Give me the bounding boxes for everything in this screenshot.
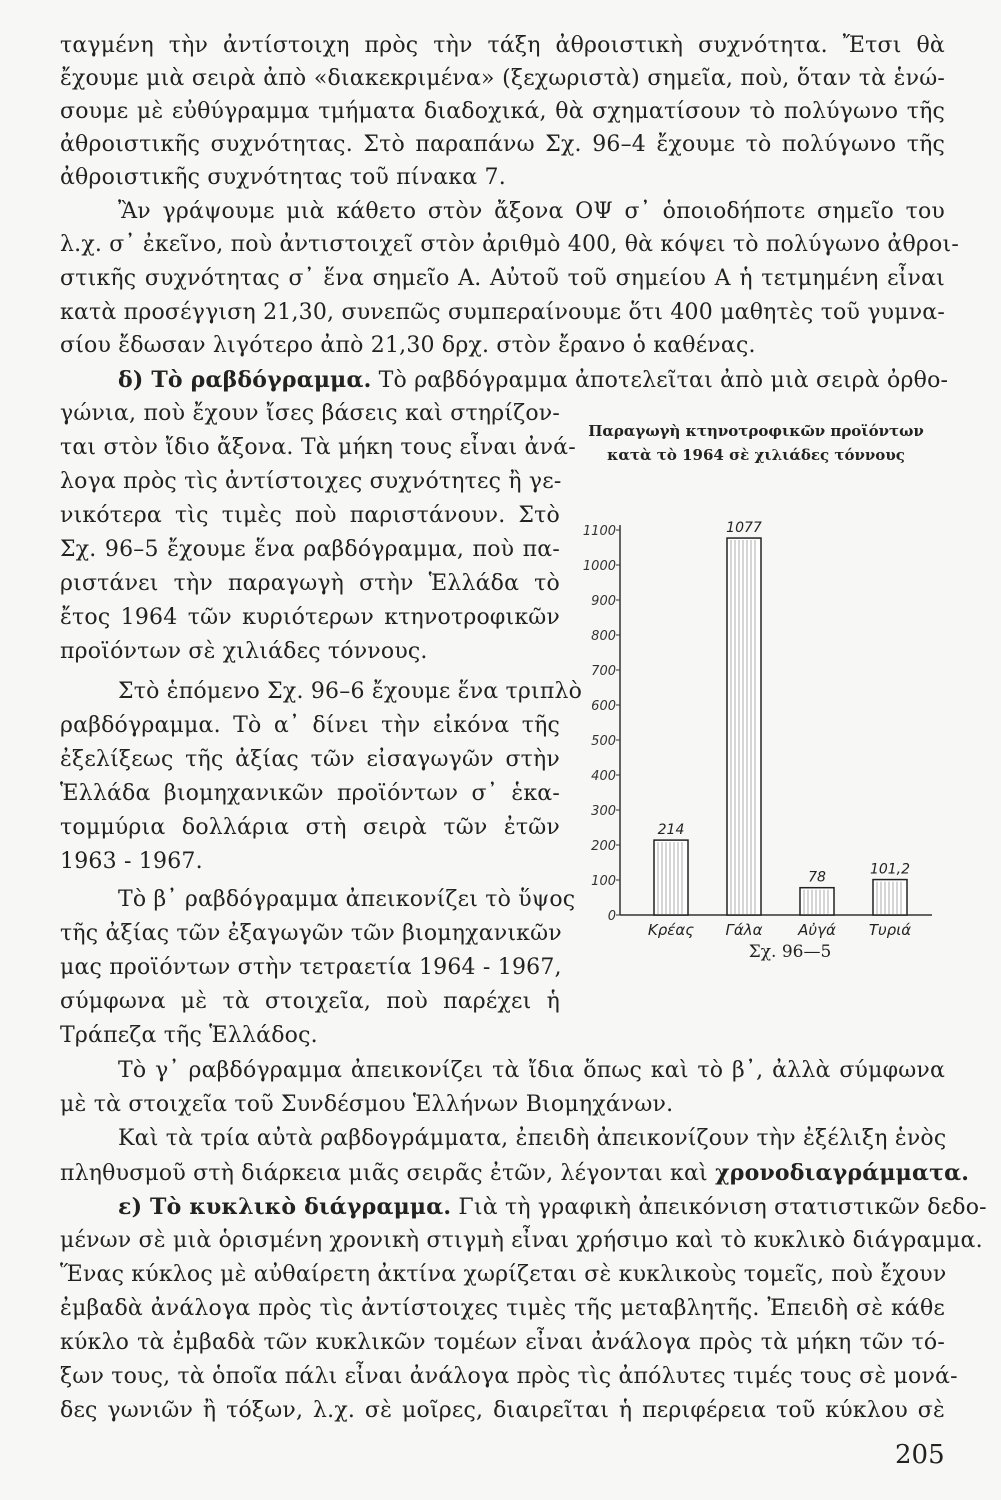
y-tick-label: 700 (591, 664, 616, 679)
y-tick-label: 100 (591, 874, 616, 889)
section-d-text: Τὸ ραβδόγραμμα ἀποτελεῖται ἀπὸ μιὰ σειρὰ ὀρθο- (378, 368, 949, 393)
bar (873, 880, 907, 915)
text-line: ταγμένη τὴν ἀντίστοιχη πρὸς τὴν τάξη ἀθροιστικὴ συχνότητα. Ἔτσι θὰ (60, 33, 945, 58)
text-line: Τὸ γ᾽ ραβδόγραμμα ἀπεικονίζει τὰ ἴδια ὅπως καὶ τὸ β᾽, ἀλλὰ σύμφωνα (118, 1058, 945, 1083)
text-line: τῆς ἀξίας τῶν ἐξαγωγῶν τῶν βιομηχανικῶν (60, 921, 562, 946)
text-line: τομμύρια δολλάρια στὴ σειρὰ τῶν ἐτῶν (60, 815, 560, 840)
figure-caption-line2: κατὰ τὸ 1964 σὲ χιλιάδες τόννους (607, 446, 905, 464)
text-line: ξων τους, τὰ ὁποῖα πάλι εἶναι ἀνάλογα πρὸς τὶς ἀπόλυτες τιμές τους σὲ μονά- (60, 1364, 958, 1389)
text-line: κύκλο τὰ ἐμβαδὰ τῶν κυκλικῶν τομέων εἶναι ἀνάλογα πρὸς τὰ μήκη τῶν τό- (60, 1330, 945, 1355)
text-line: Τὸ β᾽ ραβδόγραμμα ἀπεικονίζει τὸ ὕψος (118, 887, 576, 912)
text-line: μένων σὲ μιὰ ὁρισμένη χρονικὴ στιγμὴ εἶναι χρήσιμο καὶ τὸ κυκλικὸ διάγραμμα. (60, 1228, 983, 1253)
text-line: σουμε μὲ εὐθύγραμμα τμήματα διαδοχικά, θὰ σχηματίσουν τὸ πολύγωνο τῆς (60, 99, 945, 124)
section-e-heading: ε) Τὸ κυκλικὸ διάγραμμα. (118, 1194, 452, 1220)
category-label: Αὐγά (798, 921, 836, 939)
bar-value-label: 78 (808, 869, 826, 886)
text-line: δες γωνιῶν ἢ τόξων, λ.χ. σὲ μοῖρες, διαιρεῖται ἡ περιφέρεια τοῦ κύκλου σὲ (60, 1398, 945, 1423)
text-line: Ἑλλάδα βιομηχανικῶν προϊόντων σ᾽ ἑκα- (60, 781, 560, 806)
text-line: ἔχουμε μιὰ σειρὰ ἀπὸ «διακεκριμένα» (ξεχωριστὰ) σημεῖα, ποὺ, ὅταν τὰ ἑνώ- (60, 66, 945, 91)
y-tick-label: 0 (607, 909, 616, 924)
section-d-heading: δ) Τὸ ραβδόγραμμα. (118, 367, 372, 393)
section-e-text: Γιὰ τὴ γραφικὴ ἀπεικόνιση στατιστικῶν δεδο- (458, 1195, 987, 1220)
section-e-line (118, 1191, 987, 1224)
text-line: ριστάνει τὴν παραγωγὴ στὴν Ἑλλάδα τὸ (60, 571, 560, 596)
bar-value-label: 1077 (726, 520, 762, 537)
category-label: Τυριά (868, 921, 912, 939)
text-line (60, 1157, 970, 1190)
text-line: Τράπεζα τῆς Ἑλλάδος. (60, 1023, 318, 1048)
text-line: Ἕνας κύκλος μὲ αὐθαίρετη ἀκτίνα χωρίζεται σὲ κυκλικοὺς τομεῖς, ποὺ ἔχουν (60, 1262, 947, 1287)
page-number: 205 (895, 1440, 945, 1470)
text-line: νικότερα τὶς τιμὲς ποὺ παριστάνουν. Στὸ (60, 503, 560, 528)
text-line: λ.χ. σ᾽ ἐκεῖνο, ποὺ ἀντιστοιχεῖ στὸν ἀριθμὸ 400, θὰ κόψει τὸ πολύγωνο ἀθροι- (60, 232, 959, 257)
y-tick-label: 1100 (582, 524, 616, 539)
y-tick-label: 300 (591, 804, 616, 819)
text-line: Καὶ τὰ τρία αὐτὰ ραβδογράμματα, ἐπειδὴ ἀπεικονίζουν τὴν ἐξέλιξη ἑνὸς (118, 1126, 947, 1151)
text-line: Ἂν γράψουμε μιὰ κάθετο στὸν ἄξονα ΟΨ σ᾽ ὁποιοδήποτε σημεῖο του (118, 199, 945, 224)
text-line: γώνια, ποὺ ἔχουν ἴσες βάσεις καὶ στηρίζον- (60, 401, 560, 426)
chrono-text: πληθυσμοῦ στὴ διάρκεια μιᾶς σειρᾶς ἐτῶν, λέγονται καὶ (60, 1161, 708, 1186)
text-line: ἐξελίξεως τῆς ἀξίας τῶν εἰσαγωγῶν στὴν (60, 747, 560, 772)
category-label: Γάλα (725, 921, 763, 939)
bar-chart (560, 495, 940, 965)
text-line: ραβδόγραμμα. Τὸ α᾽ δίνει τὴν εἰκόνα τῆς (60, 713, 560, 738)
text-line: σίου ἔδωσαν λιγότερο ἀπὸ 21,30 δρχ. στὸν ἔρανο ὁ καθένας. (60, 333, 756, 358)
bar (654, 840, 688, 915)
bar-value-label: 214 (657, 822, 685, 839)
text-line: λογα πρὸς τὶς ἀντίστοιχες συχνότητες ἢ γε- (60, 469, 562, 494)
y-tick-label: 400 (591, 769, 616, 784)
y-tick-label: 900 (591, 594, 616, 609)
bar (727, 538, 761, 915)
y-tick-label: 500 (591, 734, 616, 749)
text-line: Στὸ ἑπόμενο Σχ. 96–6 ἔχουμε ἕνα τριπλὸ (118, 679, 583, 704)
text-line: Σχ. 96–5 ἔχουμε ἕνα ραβδόγραμμα, ποὺ πα- (60, 537, 560, 562)
text-line: ἀθροιστικῆς συχνότητας τοῦ πίνακα 7. (60, 165, 506, 190)
y-tick-label: 200 (591, 839, 616, 854)
text-line: ἀθροιστικῆς συχνότητας. Στὸ παραπάνω Σχ. 96–4 ἔχουμε τὸ πολύγωνο τῆς (60, 132, 945, 157)
bar-value-label: 101,2 (869, 861, 911, 878)
text-line: κατὰ προσέγγιση 21,30, συνεπῶς συμπεραίνουμε ὅτι 400 μαθητὲς τοῦ γυμνα- (60, 300, 945, 325)
text-line: μας προϊόντων στὴν τετραετία 1964 - 1967, (60, 955, 562, 980)
bar (800, 888, 834, 915)
section-d-line (118, 364, 949, 397)
text-line: σύμφωνα μὲ τὰ στοιχεῖα, ποὺ παρέχει ἡ (60, 989, 560, 1014)
y-tick-label: 1000 (582, 559, 616, 574)
text-line: ἐμβαδὰ ἀνάλογα πρὸς τὶς ἀντίστοιχες τιμὲς τῆς μεταβλητῆς. Ἐπειδὴ σὲ κάθε (60, 1296, 945, 1321)
y-tick-label: 600 (591, 699, 616, 714)
text-line: ἔτος 1964 τῶν κυριότερων κτηνοτροφικῶν (60, 605, 560, 630)
text-line: στικῆς συχνότητας σ᾽ ἕνα σημεῖο Α. Αὐτοῦ τοῦ σημείου Α ἡ τετμημένη εἶναι (60, 266, 945, 291)
chrono-term: χρονοδιαγράμματα. (715, 1160, 970, 1186)
text-line: μὲ τὰ στοιχεῖα τοῦ Συνδέσμου Ἑλλήνων Βιομηχάνων. (60, 1092, 674, 1117)
text-line: 1963 - 1967. (60, 849, 203, 874)
text-line: ται στὸν ἴδιο ἄξονα. Τὰ μήκη τους εἶναι ἀνά- (60, 435, 576, 460)
figure-label: Σχ. 96—5 (748, 942, 832, 962)
category-label: Κρέας (647, 921, 695, 939)
y-tick-label: 800 (591, 629, 616, 644)
text-line: προϊόντων σὲ χιλιάδες τόννους. (60, 639, 428, 664)
figure-caption-line1: Παραγωγὴ κτηνοτροφικῶν προϊόντων (588, 422, 924, 440)
